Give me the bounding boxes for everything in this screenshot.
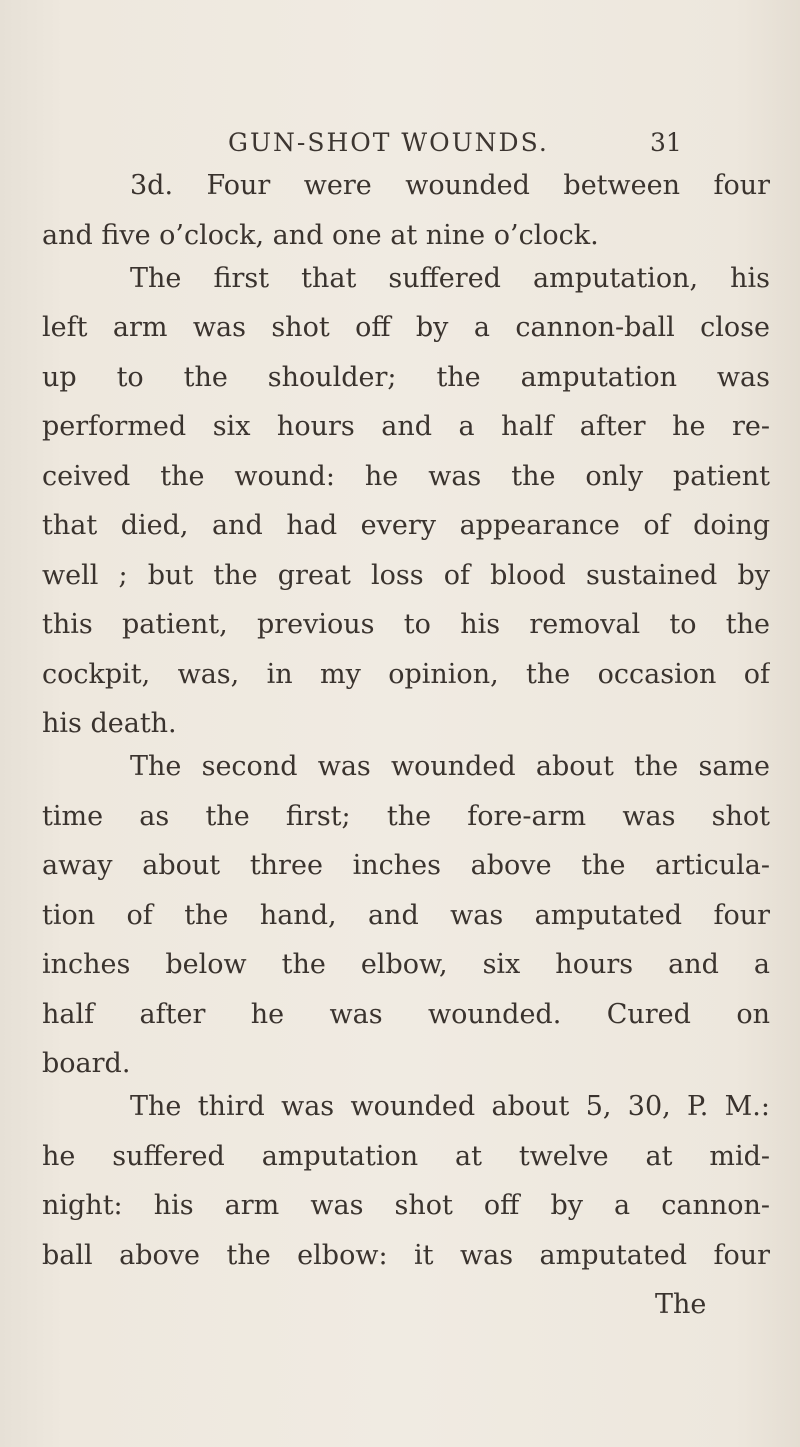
paragraph-4-line-2: he suffered amputation at twelve at mid- xyxy=(42,1142,770,1172)
paragraph-1-line-1: 3d. Four were wounded between four xyxy=(130,172,770,201)
paragraph-2-line-1: The first that suffered amputation, his xyxy=(130,264,770,294)
paragraph-3-line-3: away about three inches above the articula- xyxy=(42,852,770,881)
paragraph-3-line-1: The second was wounded about the same xyxy=(130,753,770,782)
catchword: The xyxy=(655,1289,707,1320)
paragraph-2-line-4: performed six hours and a half after he re- xyxy=(42,413,770,442)
paragraph-3-line-2: time as the first; the fore-arm was shot xyxy=(42,802,770,832)
paragraph-2-line-7: well ; but the great loss of blood sustained by xyxy=(42,561,770,591)
paragraph-3-line-4: tion of the hand, and was amputated four xyxy=(42,901,770,931)
paragraph-2-line-10: his death. xyxy=(42,708,177,739)
paragraph-2-line-8: this patient, previous to his removal to the xyxy=(42,611,770,640)
paragraph-2-line-9: cockpit, was, in my opinion, the occasion of xyxy=(42,660,770,690)
paragraph-3-line-7: board. xyxy=(42,1048,131,1079)
paragraph-2-line-2: left arm was shot off by a cannon-ball close xyxy=(42,314,770,343)
paragraph-2-line-3: up to the shoulder; the amputation was xyxy=(42,363,770,393)
running-title: GUN-SHOT WOUNDS. xyxy=(228,128,549,157)
paragraph-4-line-3: night: his arm was shot off by a cannon- xyxy=(42,1192,770,1221)
paragraph-3-line-5: inches below the elbow, six hours and a xyxy=(42,951,770,980)
paragraph-4-line-4: ball above the elbow: it was amputated four xyxy=(42,1241,770,1271)
paragraph-2-line-6: that died, and had every appearance of doing xyxy=(42,512,770,541)
page-number: 31 xyxy=(650,128,682,157)
paragraph-3-line-6: half after he was wounded. Cured on xyxy=(42,1000,770,1030)
paragraph-2-line-5: ceived the wound: he was the only patient xyxy=(42,462,770,492)
paragraph-1-line-2: and five o’clock, and one at nine o’clock. xyxy=(42,219,599,251)
paragraph-4-line-1: The third was wounded about 5, 30, P. M.: xyxy=(130,1093,770,1122)
